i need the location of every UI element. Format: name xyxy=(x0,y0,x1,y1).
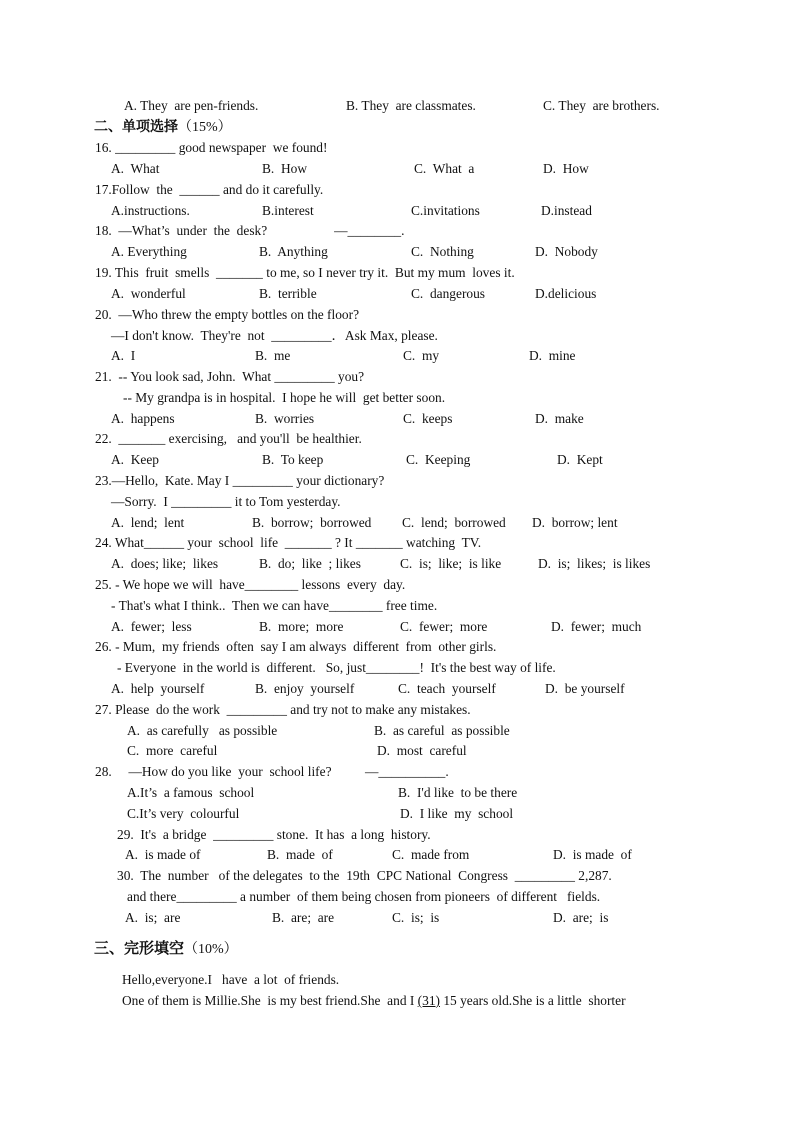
question-stem: 29. It's a bridge _________ stone. It has a long history. xyxy=(117,827,431,842)
option-a: A. Keep xyxy=(111,452,159,467)
option-d: D. is; likes; is likes xyxy=(538,556,651,571)
option-c: C. Nothing xyxy=(411,244,474,259)
section-heading-cloze xyxy=(94,939,238,959)
question-stem: 19. This fruit smells _______ to me, so I never try it. But my mum loves it. xyxy=(95,265,515,280)
option-d: D.delicious xyxy=(535,286,597,301)
option-a: A. What xyxy=(111,161,160,176)
option-a: A. lend; lent xyxy=(111,515,185,530)
section-score: （15%） xyxy=(178,120,232,135)
option-c: C. fewer; more xyxy=(400,619,488,634)
option-c: C. more careful xyxy=(127,743,218,758)
passage-text: One of them is Millie.She is my best friend.She and I xyxy=(122,993,418,1008)
option-c: C. keeps xyxy=(403,411,453,426)
option-c: C. my xyxy=(403,348,440,363)
option-c: C. is; like; is like xyxy=(400,556,502,571)
passage-text: 15 years old.She is a little shorter xyxy=(439,993,626,1008)
option-a: A.It’s a famous school xyxy=(127,785,255,800)
option-d: D. I like my school xyxy=(400,806,514,821)
option-c: C. lend; borrowed xyxy=(402,515,506,530)
section-heading-multiple-choice xyxy=(94,118,232,137)
question-stem-reply: —I don't know. They're not _________．Ask Max, please. xyxy=(111,328,438,343)
option-b: B. enjoy yourself xyxy=(255,681,355,696)
option-d: D. are; is xyxy=(553,910,609,925)
option-d: D. most careful xyxy=(377,743,467,758)
option-a: A. wonderful xyxy=(111,286,186,301)
option-b: B. I'd like to be there xyxy=(398,785,518,800)
option-d: D. be yourself xyxy=(545,681,625,696)
option-a: A.instructions. xyxy=(111,203,190,218)
option-b: B. made of xyxy=(267,847,333,862)
option-d: D. Kept xyxy=(557,452,603,467)
option-c: C. teach yourself xyxy=(398,681,496,696)
option-a: A. I xyxy=(111,348,136,363)
question-stem-reply: -- My grandpa is in hospital. I hope he will get better soon. xyxy=(123,390,446,405)
q15-option-c: C. They are brothers. xyxy=(543,98,660,113)
question-stem: 22. _______ exercising, and you'll be healthier. xyxy=(95,431,362,446)
question-stem: 17.Follow the ______ and do it carefully. xyxy=(95,182,324,197)
option-d: D. is made of xyxy=(553,847,632,862)
section-title: 三、完形填空 xyxy=(94,939,185,957)
option-a: A. Everything xyxy=(111,244,187,259)
option-b: B. terrible xyxy=(259,286,317,301)
option-b: B. me xyxy=(255,348,291,363)
option-c: C. Keeping xyxy=(406,452,471,467)
option-c: C. is; is xyxy=(392,910,440,925)
question-stem: 18. —What’s under the desk? —________. xyxy=(95,223,405,238)
section-title: 二、单项选择 xyxy=(94,119,178,135)
option-a: A. happens xyxy=(111,411,175,426)
question-stem-continued: and there_________ a number of them being chosen from pioneers of different fields. xyxy=(127,889,601,904)
option-d: D. borrow; lent xyxy=(532,515,618,530)
option-a: A. as carefully as possible xyxy=(127,723,278,738)
question-stem: 25. - We hope we will have________ lessons every day. xyxy=(95,577,406,592)
option-b: B. do; like ; likes xyxy=(259,556,361,571)
option-d: D. make xyxy=(535,411,584,426)
option-a: A. help yourself xyxy=(111,681,205,696)
question-stem: 16. _________ good newspaper we found! xyxy=(95,140,328,155)
question-stem: 24. What______ your school life _______ ? It _______ watching TV. xyxy=(95,535,482,550)
option-b: B. To keep xyxy=(262,452,324,467)
option-d: D. How xyxy=(543,161,589,176)
question-stem-reply: —Sorry. I _________ it to Tom yesterday. xyxy=(111,494,341,509)
question-stem-reply: - Everyone in the world is different. So, just________! It's the best way of life. xyxy=(117,660,556,675)
option-b: B. are; are xyxy=(272,910,335,925)
option-a: A. does; like; likes xyxy=(111,556,219,571)
q15-option-b: B. They are classmates. xyxy=(346,98,476,113)
option-a: A. is made of xyxy=(125,847,201,862)
option-c: C. dangerous xyxy=(411,286,486,301)
question-stem: 27. Please do the work _________ and try not to make any mistakes. xyxy=(95,702,471,717)
option-b: B. as careful as possible xyxy=(374,723,510,738)
question-stem-reply: - That's what I think.. Then we can have________ free time. xyxy=(111,598,438,613)
passage-line: Hello,everyone.I have a lot of friends. xyxy=(122,972,340,987)
option-d: D. fewer; much xyxy=(551,619,642,634)
option-b: B.interest xyxy=(262,203,314,218)
passage-line xyxy=(122,993,626,1009)
option-a: A. is; are xyxy=(125,910,181,925)
section-score: （10%） xyxy=(184,942,238,957)
question-stem: 26. - Mum, my friends often say I am always different from other girls. xyxy=(95,639,497,654)
option-d: D.instead xyxy=(541,203,592,218)
cloze-blank-31: (31) xyxy=(417,993,440,1008)
option-b: B. How xyxy=(262,161,308,176)
option-b: B. Anything xyxy=(259,244,328,259)
option-c: C. made from xyxy=(392,847,470,862)
question-stem: 20. —Who threw the empty bottles on the floor? xyxy=(95,307,360,322)
option-c: C. What a xyxy=(414,161,475,176)
question-stem: 28. —How do you like your school life? —__________. xyxy=(95,764,449,779)
option-b: B. more; more xyxy=(259,619,344,634)
option-b: B. worries xyxy=(255,411,315,426)
question-stem: 21. -- You look sad, John. What _________ you? xyxy=(95,369,365,384)
q15-option-a: A. They are pen-friends. xyxy=(124,98,259,113)
question-stem: 23.—Hello, Kate. May I _________ your dictionary? xyxy=(95,473,385,488)
question-stem: 30. The number of the delegates to the 19th CPC National Congress _________ 2,287. xyxy=(117,868,612,883)
option-d: D. mine xyxy=(529,348,576,363)
option-b: B. borrow; borrowed xyxy=(252,515,372,530)
option-c: C.invitations xyxy=(411,203,480,218)
option-c: C.It’s very colourful xyxy=(127,806,240,821)
option-a: A. fewer; less xyxy=(111,619,192,634)
option-d: D. Nobody xyxy=(535,244,598,259)
